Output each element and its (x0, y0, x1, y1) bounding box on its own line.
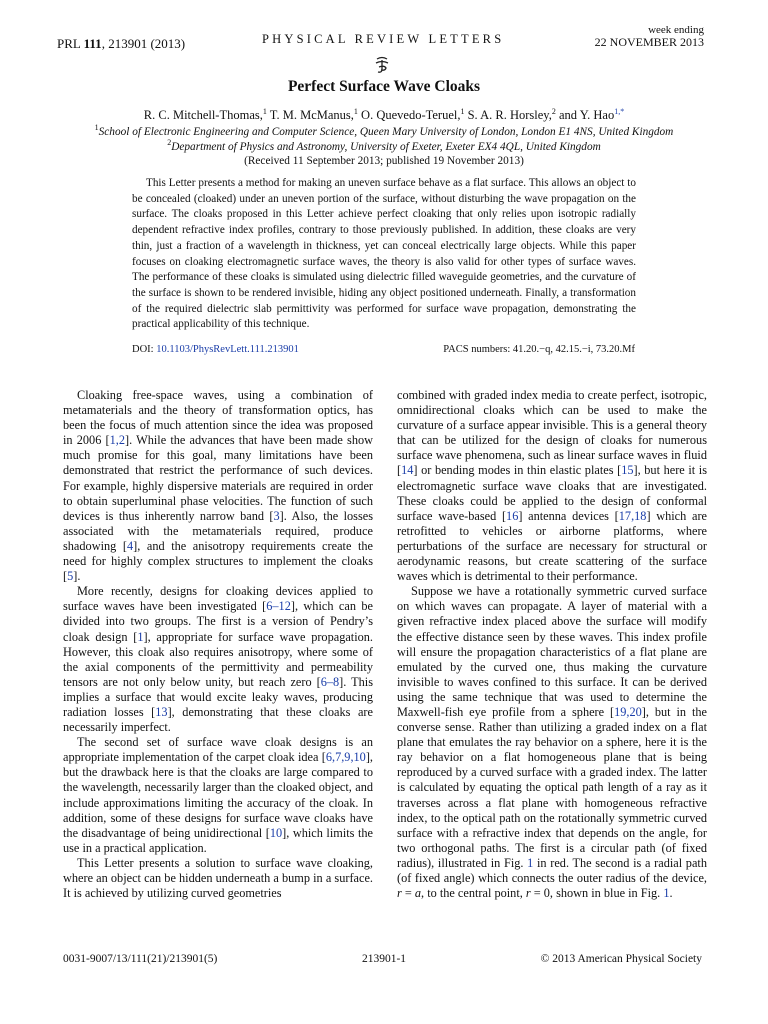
citation-link[interactable]: 6,7,9,10 (325, 750, 366, 765)
citation-link[interactable]: 15 (621, 463, 634, 478)
math-symbol: r (397, 886, 402, 901)
copyright: © 2013 American Physical Society (540, 953, 702, 965)
journal-ref-prefix: PRL (57, 36, 84, 51)
author: O. Quevedo-Teruel,$^1$ (357, 106, 465, 122)
author: and Y. Hao$^{1,*}$ (555, 106, 625, 122)
abstract: This Letter presents a method for making an uneven surface behave as a flat surface. This allows an object to be concealed (cloaked) under an uneven portion of the surface, without disturbing the wave propagation on the surface. The cloaks proposed in this Letter achieve perfect cloaking that only relies upon isotropic radially dependent refractive index profiles, contrary to those previously published. In addition, these cloaks are very thin, just a fraction of a wavelength in thickness, yet can conceal electrically large objects. While this paper focuses on cloaking electromagnetic surface waves, the theory is also valid for other types of surface waves. The performance of these cloaks is simulated using dielectric filled waveguide geometries, and the curvature of the surface is shown to be rendered invisible, hiding any object positioned underneath. Finally, a transformation of the required dielectric slab permittivity was performed for surface wave propagation, demonstrating the practical applicability of this technique. (132, 177, 636, 331)
affiliation: $^2$Department of Physics and Astronomy, University of Exeter, Exeter EX4 4QL, United Kingdom (167, 138, 601, 153)
aps-logo-icon (372, 55, 392, 75)
citation-link[interactable]: 1 (527, 855, 534, 870)
doi-link[interactable]: 10.1103/PhysRevLett.111.213901 (156, 344, 299, 355)
citation-link[interactable]: 17,18 (618, 508, 647, 523)
paragraph: This Letter presents a solution to surface wave cloaking, where an object can be hidden underneath a bump in a surface. It is achieved by utilizing curved geometries (63, 855, 373, 901)
author: R. C. Mitchell-Thomas,$^1$ (143, 106, 267, 122)
footer-code: 0031-9007/13/111(21)/213901(5) (63, 953, 218, 965)
paper-title: Perfect Surface Wave Cloaks (287, 78, 481, 95)
body-column-right (397, 388, 707, 901)
math-symbol: a (414, 886, 422, 901)
citation-link[interactable]: 5 (67, 569, 74, 584)
doi: DOI: 10.1103/PhysRevLett.111.213901 (132, 344, 299, 355)
paragraph: combined with graded index media to create perfect, isotropic, omnidirectional cloaks which can be used to make the curvature of a surface appear invisible. This is a general theory that can be utilized for the design of cloaks for numerous surface wave phenomena, such as linear surface waves in fluid [14] or bending modes in thin elastic plates [15], but here it is electromagnetic surface wave cloaks that are investigated. These cloaks could be applied to the design of conformal surface wave-based [16] antenna devices [17,18] which are retrofitted to vehicles or airborne platforms, where perturbations of the surface are necessary for structural or aerodynamic reasons, but create scattering of the surface waves which is detrimental to their performance. (397, 388, 708, 584)
pacs-numbers: PACS numbers: 41.20.−q, 42.15.−i, 73.20.Mf (443, 344, 635, 355)
journal-name: PHYSICAL REVIEW LETTERS (262, 32, 505, 46)
paragraph: Suppose we have a rotationally symmetric curved surface on which waves can propagate. A layer of material with a given refractive index placed above the surface will modify the effective distance seen by these waves. This index profile will ensure the propagation characteristics of a flat plane are emulated by the curved one, thus making the curvature invisible to waves confined to this surface. It can be derived using the same technique that was used to determine the Maxwell-fish eye profile from a sphere [19,20], but in the converse sense. Rather than utilizing a graded index on a flat plane that emulates the ray behavior on a sphere, here it is the ray behavior on a flat homogeneous plane that is being reproduced by a curved surface with a graded index. The latter is calculated by equating the optical path length of a ray as it traverses across a flat plane with homogeneous refractive index, to the optical path on the rotationally symmetric curved surface with a refractive index that depends on the angle, for two orthogonal paths. The first is a circular path (of fixed radius), illustrated in Fig. 1 in red. The second is a radial path (of fixed angle) which connects the outer radius of the device, r = a, to the central point, r = 0, shown in blue in Fig. 1. (397, 584, 707, 901)
author-list (0, 108, 768, 123)
author: T. M. McManus,$^1$ (266, 106, 358, 122)
citation-link[interactable]: 10 (269, 825, 283, 840)
paragraph: The second set of surface wave cloak designs is an appropriate implementation of the carpet cloak idea [6,7,9,10], but the drawback here is that the cloaks are large compared to the wavelength, necessarily larger than the cloaked object, and include approximations limiting the accuracy of the cloak. In addition, some of these designs for surface wave cloaks have the disadvantage of being unidirectional [10], which limits the use in a practical application. (63, 735, 374, 855)
week-ending-date: 22 NOVEMBER 2013 (594, 35, 704, 49)
math-symbol: r (525, 886, 531, 901)
week-ending (595, 24, 704, 48)
journal-ref (57, 36, 185, 52)
citation-link[interactable]: 16 (506, 508, 519, 523)
received-dates: (Received 11 September 2013; published 19 November 2013) (244, 155, 524, 167)
week-ending-label: week ending (648, 24, 704, 36)
paragraph: Cloaking free-space waves, using a combination of metamaterials and the theory of transformation optics, has been the focus of much attention since the idea was proposed in 2006 [1,2]. While the advances that have been made show much promise for this goal, many limitations have been demonstrated that restrict the performance of such devices. For example, highly dispersive materials are required in order to obtain superluminal phase velocities. The function of such devices is thus inherently narrow band [3]. Also, the losses associated with the metamaterials required, produce shadowing [4], and the anisotropy requirements create the need for highly complex structures to implement the cloaks [5]. (63, 388, 374, 584)
citation-link[interactable]: 14 (401, 463, 414, 478)
paragraph: More recently, designs for cloaking devices applied to surface waves have been investigated [6–12], which can be divided into two groups. The first is a version of Pendry’s cloak design [1], appropriate for surface wave propagation. However, this cloak also requires anisotropy, where some of the axial components of the permittivity and permeability tensors are not only below unity, but reach zero [6–8]. This implies a surface that would excite leaky waves, producing radiation losses [13], demonstrating that these cloaks are necessarily imperfect. (63, 584, 374, 735)
affiliation: $^1$School of Electronic Engineering and Computer Science, Queen Mary University of London, London E1 4NS, United Kingdom (94, 123, 674, 138)
citation-link[interactable]: 3 (273, 508, 280, 523)
author: S. A. R. Horsley,$^2$ (464, 106, 556, 122)
citation-link[interactable]: 4 (126, 538, 134, 553)
citation-link[interactable]: 19,20 (614, 704, 642, 719)
citation-link[interactable]: 6–8 (320, 674, 340, 689)
citation-link[interactable]: 6–12 (266, 599, 291, 614)
page-number: 213901-1 (361, 953, 407, 965)
body-column-left (63, 388, 373, 901)
journal-ref-volume: 111 (83, 36, 102, 51)
corresponding-author-link[interactable]: 1,* (614, 106, 625, 116)
citation-link[interactable]: 1 (137, 629, 144, 644)
citation-link[interactable]: 1 (663, 886, 670, 901)
journal-ref-suffix: , 213901 (2013) (101, 36, 186, 51)
citation-link[interactable]: 1,2 (109, 433, 125, 448)
citation-link[interactable]: 13 (155, 704, 168, 719)
